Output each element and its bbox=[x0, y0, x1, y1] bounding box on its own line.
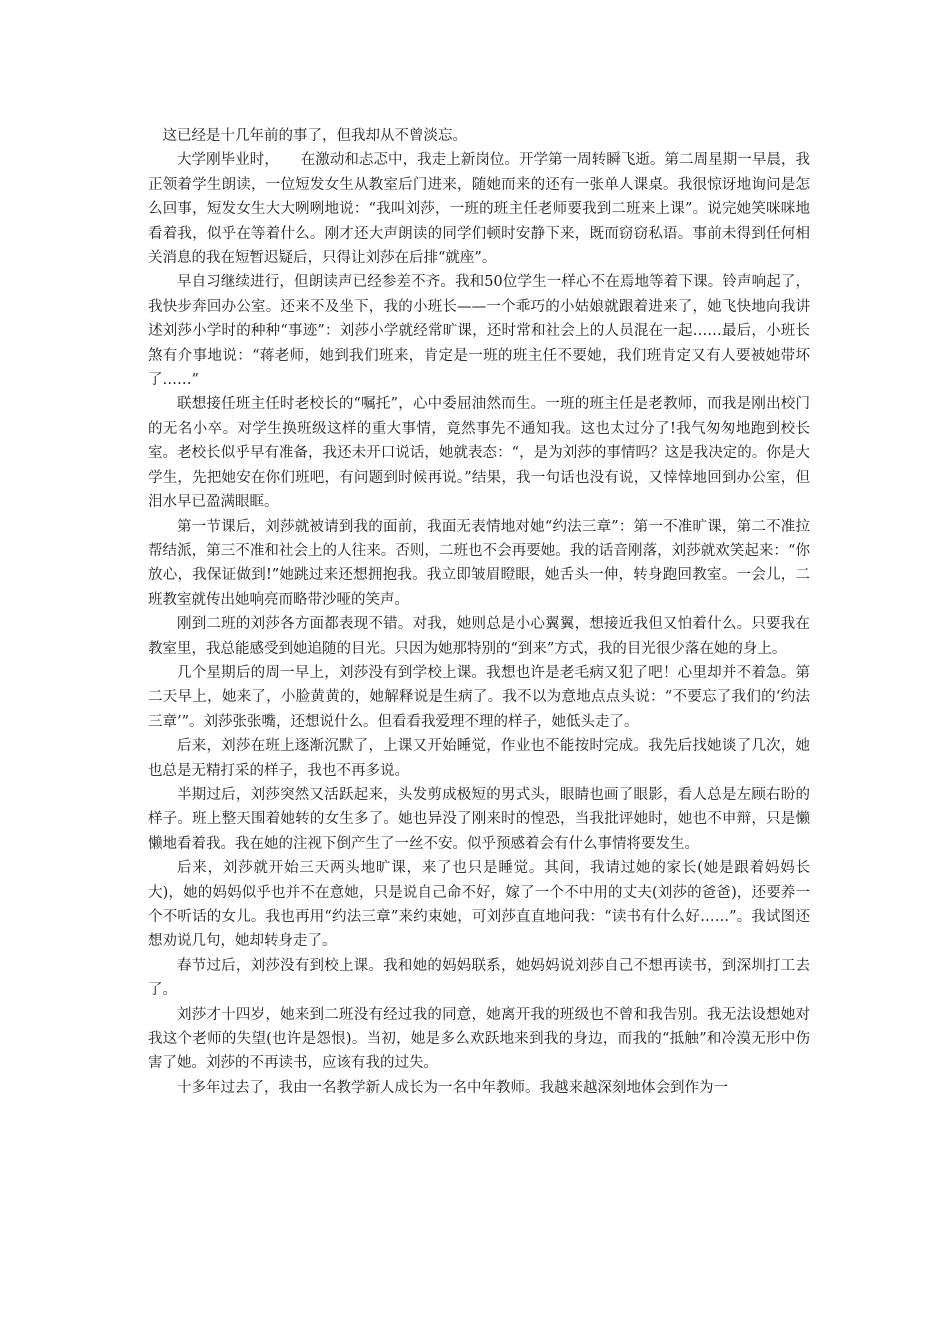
paragraph: 联想接任班主任时老校长的“嘱托”，心中委屈油然而生。一班的班主任是老教师，而我是刚出校门的无名小卒。对学生换班级这样的重大事情，竟然事先不通知我。这也太过分了!我气匆匆地跑到校长室。老校长似乎早有准备，我还未开口说话，她就表态：“，是为刘莎的事情吗？这是我决定的。你是大学生，先把她安在你们班吧，有问题到时候再说。”结果，我一句话也没有说，又悻悻地回到办公室，但泪水早已盈满眼眶。 bbox=[148, 396, 810, 511]
paragraph: 后来，刘莎就开始三天两头地旷课，来了也只是睡觉。其间，我请过她的家长(她是跟着妈妈长大)，她的妈妈似乎也并不在意她，只是说自己命不好，嫁了一个不中用的丈夫(刘莎的爸爸)，还要养一个不听话的女儿。我也再用“约法三章”来约束她，可刘莎直直地问我：“读书有什么好……”。我试图还想劝说几句，她却转身走了。 bbox=[148, 860, 810, 950]
paragraph: 春节过后，刘莎没有到校上课。我和她的妈妈联系，她妈妈说刘莎自己不想再读书，到深圳打工去了。 bbox=[148, 957, 810, 999]
paragraph: 大学刚毕业时， 在激动和忐忑中，我走上新岗位。开学第一周转瞬飞逝。第二周星期一早晨，我正领着学生朗读，一位短发女生从教室后门进来，随她而来的还有一张单人课桌。我很惊讶地询问是怎么回事，短发女生大大咧咧地说：“我叫刘莎，一班的班主任老师要我到二班来上课”。说完她笑咪咪地看着我，似乎在等着什么。刚才还大声朗读的同学们顿时安静下来，既而窃窃私语。事前未得到任何相关消息的我在短暂迟疑后，只得让刘莎在后排“就座”。 bbox=[148, 152, 810, 267]
paragraph: 几个星期后的周一早上，刘莎没有到学校上课。我想也许是老毛病又犯了吧！心里却并不着急。第二天早上，她来了，小脸黄黄的，她解释说是生病了。我不以为意地点点头说：“不要忘了我们的‘约法三章’”。刘莎张张嘴，还想说什么。但看看我爱理不理的样子，她低头走了。 bbox=[148, 664, 810, 730]
paragraph: 第一节课后，刘莎就被请到我的面前，我面无表情地对她“约法三章”：第一不准旷课，第二不准拉帮结派，第三不准和社会上的人往来。否则，二班也不会再要她。我的话音刚落，刘莎就欢笑起来：“你放心，我保证做到!”她跳过来还想拥抱我。我立即皱眉瞪眼，她舌头一伸，转身跑回教室。一会儿，二班教室就传出她响亮而略带沙哑的笑声。 bbox=[148, 518, 810, 608]
paragraph: 刘莎才十四岁，她来到二班没有经过我的同意，她离开我的班级也不曾和我告别。我无法设想她对我这个老师的失望(也许是怨恨)。当初，她是多么欢跃地来到我的身边，而我的“抵触”和冷漠无形中伤害了她。刘莎的不再读书，应该有我的过失。 bbox=[148, 1006, 810, 1072]
paragraph: 后来，刘莎在班上逐渐沉默了，上课又开始睡觉，作业也不能按时完成。我先后找她谈了几次，她也总是无精打采的样子，我也不再多说。 bbox=[148, 738, 810, 779]
paragraph: 半期过后，刘莎突然又活跃起来，头发剪成极短的男式头，眼睛也画了眼影，看人总是左顾右盼的样子。班上整天围着她转的女生多了。她也异没了刚来时的惶恐，当我批评她时，她也不申辩，只是懒懒地看着我。我在她的注视下倒产生了一丝不安。似乎预感着会有什么事情将要发生。 bbox=[148, 786, 810, 852]
paragraph: 刚到二班的刘莎各方面都表现不错。对我，她则总是小心翼翼，想接近我但又怕着什么。只要我在教室里，我总能感受到她追随的目光。只因为她那特别的“到来”方式，我的目光很少落在她的身上。 bbox=[148, 616, 810, 657]
document-body bbox=[148, 124, 810, 1100]
paragraph-continued: 十多年过去了，我由一名教学新人成长为一名中年教师。我越来越深刻地体会到作为一 bbox=[177, 1079, 728, 1096]
paragraph: 早自习继续进行，但朗读声已经参差不齐。我和50位学生一样心不在焉地等着下课。铃声响起了，我快步奔回办公室。还来不及坐下，我的小班长——一个乖巧的小姑娘就跟着进来了，她飞快地向我讲述刘莎小学时的种种“事迹”：刘莎小学就经常旷课，还时常和社会上的人员混在一起……最后，小班长煞有介事地说：“蒋老师，她到我们班来，肯定是一班的班主任不要她，我们班肯定又有人要被她带坏了……” bbox=[148, 274, 810, 389]
paragraph-opening: 这已经是十几年前的事了，但我却从不曾淡忘。 bbox=[162, 128, 467, 144]
